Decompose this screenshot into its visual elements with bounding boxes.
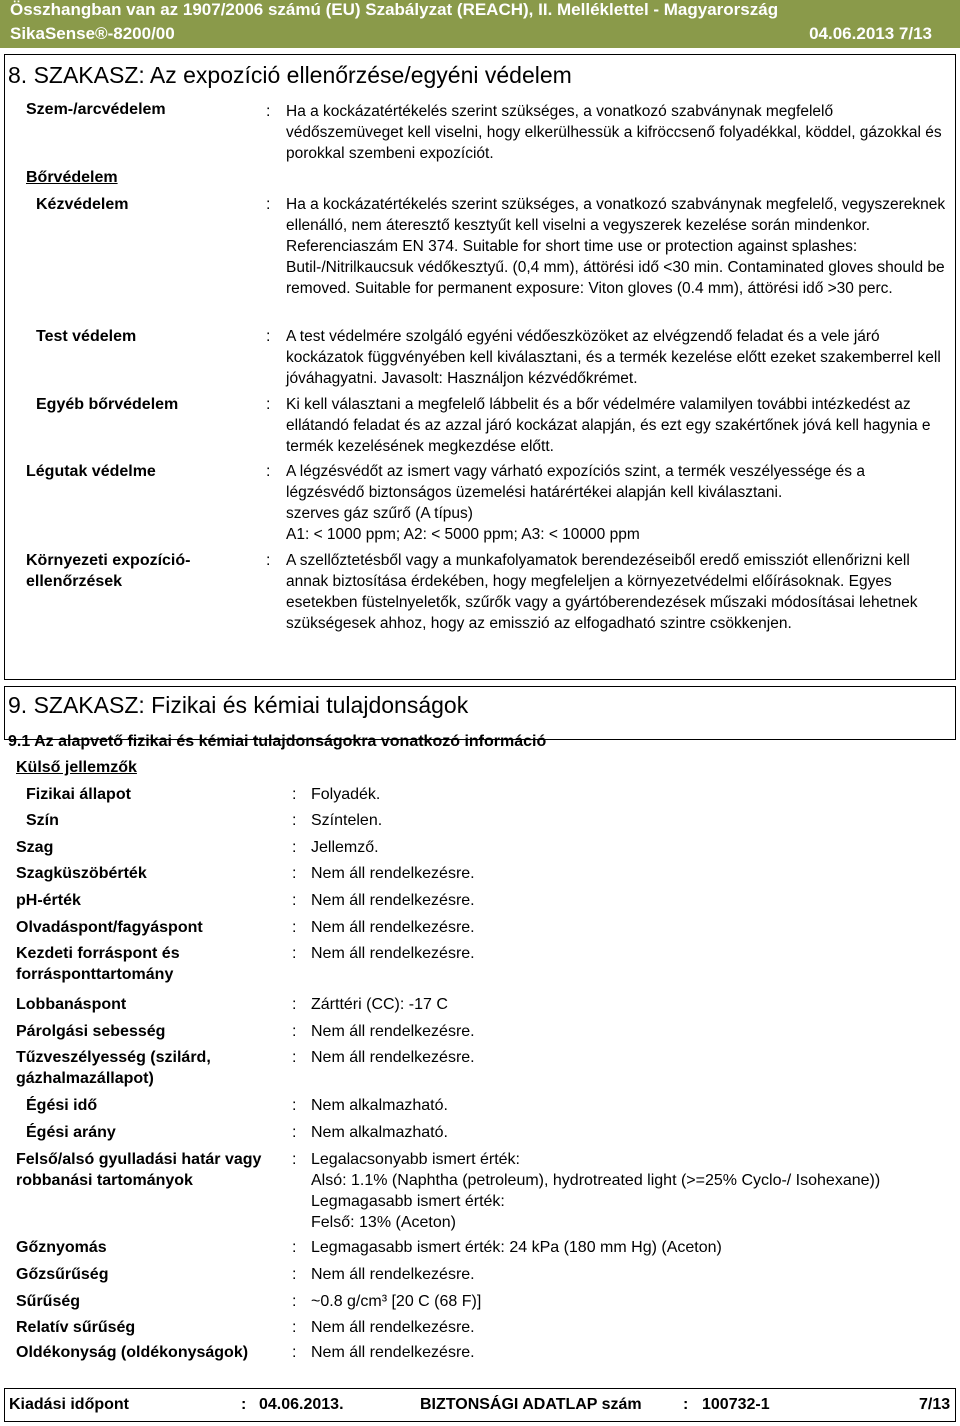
skin-protection-label: Bőrvédelem (26, 169, 118, 186)
colon: : (266, 103, 271, 120)
property-label: Égési idő (26, 1097, 98, 1114)
document-header (0, 0, 960, 48)
sds-number: 100732-1 (702, 1396, 770, 1413)
property-value: Nem áll rendelkezésre. (311, 919, 475, 936)
colon: : (292, 1124, 297, 1141)
product-name: SikaSense®-8200/00 (10, 24, 175, 43)
respiratory-filter-type: szerves gáz szűrő (A típus) (286, 505, 473, 522)
colon: : (292, 945, 297, 962)
property-value: Nem áll rendelkezésre. (311, 892, 475, 909)
env-exposure-text: A szellőztetésből vagy a munkafolyamatok berendezéseiből eredő emissziót ellenőrizni kell annak biztosítása érdekében, hogy megfeleljen a környezetvédelmi előírásoknak. Egyes esetekben füstelnyeletők, szűrők vagy a gyártóberendezések műszaki módosításai lehetnek szükségesek ahhoz, hogy az emisszió az elfogadható szintre csökkenjen. (286, 552, 918, 632)
env-exposure-label (26, 550, 190, 592)
property-value: Nem alkalmazható. (311, 1097, 448, 1114)
property-value: Nem áll rendelkezésre. (311, 1049, 475, 1066)
colon: : (292, 1239, 297, 1256)
property-label: Gőznyomás (16, 1239, 107, 1256)
property-label: Égési arány (26, 1124, 116, 1141)
property-value: Legalacsonyabb ismert érték: Alsó: 1.1% (Naphtha (petroleum), hydrotreated light (>=25% Cyclo-/ Isohexane)) Legmagasabb ismert érték: Felső: 13% (Aceton) (311, 1151, 881, 1231)
property-value: Jellemző. (311, 839, 379, 856)
colon: : (683, 1396, 689, 1413)
hand-protection-label: Kézvédelem (36, 196, 129, 213)
property-label: Szagküszöbérték (16, 865, 147, 882)
colon: : (292, 1344, 297, 1361)
respiratory-filter-limits: A1: < 1000 ppm; A2: < 5000 ppm; A3: < 10000 ppm (286, 526, 640, 543)
colon: : (292, 865, 297, 882)
issue-date: 04.06.2013. (259, 1396, 344, 1413)
colon: : (292, 892, 297, 909)
colon: : (266, 396, 271, 413)
respiratory-protection-main: A légzésvédőt az ismert vagy várható expozíciós szint, a termék veszélyessége és a légzésvédő biztonságos üzemelési határértékei alapján kell kiválasztani. (286, 463, 865, 501)
property-label: pH-érték (16, 892, 81, 909)
colon: : (292, 1151, 297, 1168)
property-label: Párolgási sebesség (16, 1023, 166, 1040)
document-footer (4, 1388, 956, 1422)
hand-protection-text: Ha a kockázatértékelés szerint szükséges, a vonatkozó szabványnak megfelelő, vegyszereknek ellenálló, nem áteresztő kesztyűt kell viselni a vegyszerek kezelése során mindenkor. Referenciaszám EN 374. Suitable for short time use or protection against splashes: Butil-/Nitrilkaucsuk védőkesztyű. (0,4 mm), áttörési idő <30 min. Contaminated gloves should be removed. Suitable for permanent exposure: Viton gloves (0.4 mm), áttörési idő >30 perc. (286, 196, 946, 297)
property-label: Olvadáspont/fagyáspont (16, 919, 203, 936)
other-skin-protection-text: Ki kell választani a megfelelő lábbelit és a bőr védelmére valamilyen további intézkedést az ellátandó feladat és az azzal járó kockázat alapján, és ezt egy szakértőnek jóvá kell hagynia e termék kezelésének megkezdése előtt. (286, 396, 931, 455)
body-protection-text: A test védelmére szolgáló egyéni védőeszközöket az elvégzendő feladat és a vele járó kockázatok függvényében kell kiválasztani, és a termék kezelése előtt ezeket szakemberrel kell jóváhagyatni. Javasolt: Használjon kézvédőkrémet. (286, 328, 941, 387)
property-value: Nem áll rendelkezésre. (311, 1319, 475, 1336)
section-8-title: 8. SZAKASZ: Az expozíció ellenőrzése/egyéni védelem (8, 62, 572, 88)
property-value: Nem áll rendelkezésre. (311, 1266, 475, 1283)
colon: : (266, 196, 271, 213)
colon: : (292, 1049, 297, 1066)
colon: : (266, 328, 271, 345)
respiratory-protection-text (286, 461, 946, 545)
property-label: Kezdeti forráspont és forrásponttartomány (16, 945, 180, 983)
sds-number-label: BIZTONSÁGI ADATLAP szám (420, 1396, 642, 1413)
property-label: Oldékonyság (oldékonyságok) (16, 1344, 249, 1361)
colon: : (292, 1097, 297, 1114)
colon: : (292, 1023, 297, 1040)
colon: : (292, 786, 297, 803)
property-label: Relatív sűrűség (16, 1319, 136, 1336)
property-label: Gőzsűrűség (16, 1266, 109, 1283)
regulation-line: Összhangban van az 1907/2006 számú (EU) Szabályzat (REACH), II. Melléklettel - Magyarország (10, 0, 779, 19)
property-value: Nem alkalmazható. (311, 1124, 448, 1141)
colon: : (266, 552, 271, 569)
appearance-heading: Külső jellemzők (16, 759, 137, 776)
property-value: Nem áll rendelkezésre. (311, 1344, 475, 1361)
property-value: Színtelen. (311, 812, 383, 829)
property-label: Szín (26, 812, 59, 829)
colon: : (292, 996, 297, 1013)
colon: : (292, 1293, 297, 1310)
property-value: Folyadék. (311, 786, 381, 803)
property-label: Fizikai állapot (26, 786, 131, 803)
env-exposure-label-line1: Környezeti expozíció- (26, 552, 191, 569)
eye-protection-label: Szem-/arcvédelem (26, 101, 166, 118)
colon: : (292, 1319, 297, 1336)
property-value: Zárttéri (CC): -17 C (311, 996, 448, 1013)
header-date-page: 04.06.2013 7/13 (809, 24, 932, 43)
property-value: Nem áll rendelkezésre. (311, 1023, 475, 1040)
other-skin-protection-label: Egyéb bőrvédelem (36, 396, 179, 413)
colon: : (292, 839, 297, 856)
issue-date-label: Kiadási időpont (9, 1396, 129, 1413)
colon: : (292, 919, 297, 936)
section-9-1-subtitle: 9.1 Az alapvető fizikai és kémiai tulajdonságokra vonatkozó információ (8, 733, 547, 750)
property-value: ~0.8 g/cm³ [20 C (68 F)] (311, 1293, 482, 1310)
property-label: Lobbanáspont (16, 996, 127, 1013)
env-exposure-label-line2: ellenőrzések (26, 573, 123, 590)
body-protection-label: Test védelem (36, 328, 137, 345)
footer-page-number: 7/13 (919, 1396, 951, 1413)
property-value: Nem áll rendelkezésre. (311, 865, 475, 882)
colon: : (241, 1396, 247, 1413)
property-value: Legmagasabb ismert érték: 24 kPa (180 mm Hg) (Aceton) (311, 1239, 722, 1256)
property-value: Nem áll rendelkezésre. (311, 945, 475, 962)
property-label: Sűrűség (16, 1293, 81, 1310)
property-label: Felső/alsó gyulladási határ vagy robbanási tartományok (16, 1151, 262, 1189)
property-label: Szag (16, 839, 54, 856)
property-label: Tűzveszélyesség (szilárd, gázhalmazállapot) (16, 1049, 211, 1087)
respiratory-protection-label: Légutak védelme (26, 463, 156, 480)
colon: : (266, 463, 271, 480)
colon: : (292, 1266, 297, 1283)
eye-protection-text: Ha a kockázatértékelés szerint szükséges, a vonatkozó szabványnak megfelelő védőszemüveget kell viselni, hogy elkerülhessük a kifröccsenő folyadékkal, köddel, gázokkal és porokkal szembeni expozíciót. (286, 103, 942, 162)
section-9-title: 9. SZAKASZ: Fizikai és kémiai tulajdonságok (8, 692, 469, 718)
colon: : (292, 812, 297, 829)
